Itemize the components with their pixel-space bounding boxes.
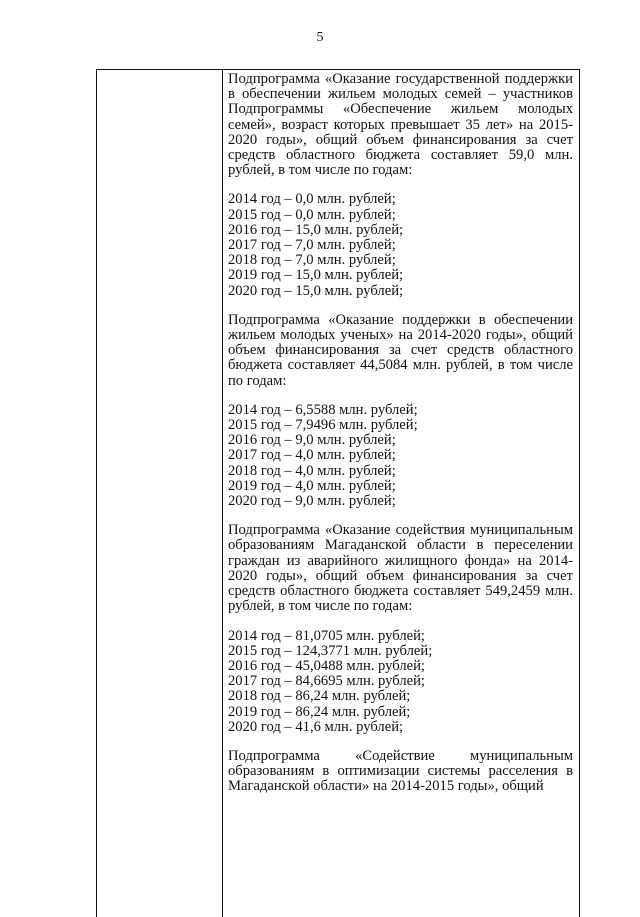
list-item: 2018 год – 86,24 млн. рублей; (228, 688, 411, 705)
list-item: 2020 год – 41,6 млн. рублей; (228, 718, 404, 735)
funding-by-year-list (228, 629, 573, 735)
table-left-column (97, 70, 223, 917)
list-item: 2018 год – 4,0 млн. рублей; (228, 462, 396, 479)
list-item: 2015 год – 7,9496 млн. рублей; (228, 417, 418, 434)
funding-by-year-list (228, 403, 573, 509)
funding-by-year-list (228, 192, 573, 298)
subprogram-paragraph: Подпрограмма «Оказание поддержки в обеспечении жильем молодых ученых» на 2014-2020 годы», общий объем финансирования за счет средств областного бюджета составляет 44,5084 млн. рублей, в том числе по годам: (228, 311, 573, 389)
list-item: 2016 год – 45,0488 млн. рублей; (228, 657, 425, 674)
list-item: 2020 год – 15,0 млн. рублей; (228, 282, 404, 299)
list-item: 2014 год – 6,5588 млн. рублей; (228, 401, 418, 418)
list-item: 2017 год – 84,6695 млн. рублей; (228, 673, 425, 690)
subprogram-paragraph: Подпрограмма «Оказание государственной поддержки в обеспечении жильем молодых семей – участников Подпрограммы «Обеспечение жильем молодых семей», возраст которых превышает 35 лет» на 2015-2020 годы», общий объем финансирования за счет средств областного бюджета составляет 59,0 млн. рублей, в том числе по годам: (228, 71, 573, 179)
list-item: 2019 год – 15,0 млн. рублей; (228, 267, 404, 284)
list-item: 2016 год – 15,0 млн. рублей; (228, 221, 404, 238)
list-item: 2015 год – 0,0 млн. рублей; (228, 206, 396, 223)
table-right-column (223, 70, 579, 795)
list-item: 2020 год – 9,0 млн. рублей; (228, 493, 396, 510)
list-item: 2018 год – 7,0 млн. рублей; (228, 252, 396, 269)
list-item: 2014 год – 81,0705 млн. рублей; (228, 627, 425, 644)
list-item: 2019 год – 86,24 млн. рублей; (228, 703, 411, 720)
document-table (96, 69, 580, 917)
list-item: 2019 год – 4,0 млн. рублей; (228, 477, 396, 494)
subprogram-paragraph: Подпрограмма «Оказание содействия муниципальным образованиям Магаданской области в переселении граждан из аварийного жилищного фонда» на 2014-2020 годы», общий объем финансирования за счет средств областного бюджета составляет 549,2459 млн. рублей, в том числе по годам: (228, 522, 573, 615)
list-item: 2014 год – 0,0 млн. рублей; (228, 191, 396, 208)
list-item: 2017 год – 7,0 млн. рублей; (228, 237, 396, 254)
page-number: 5 (316, 30, 324, 45)
list-item: 2016 год – 9,0 млн. рублей; (228, 432, 396, 449)
subprogram-paragraph: Подпрограмма «Содействие муниципальным образованиям в оптимизации системы расселения в Магаданской области» на 2014-2015 годы», общий (228, 747, 573, 795)
list-item: 2017 год – 4,0 млн. рублей; (228, 447, 396, 464)
list-item: 2015 год – 124,3771 млн. рублей; (228, 642, 433, 659)
